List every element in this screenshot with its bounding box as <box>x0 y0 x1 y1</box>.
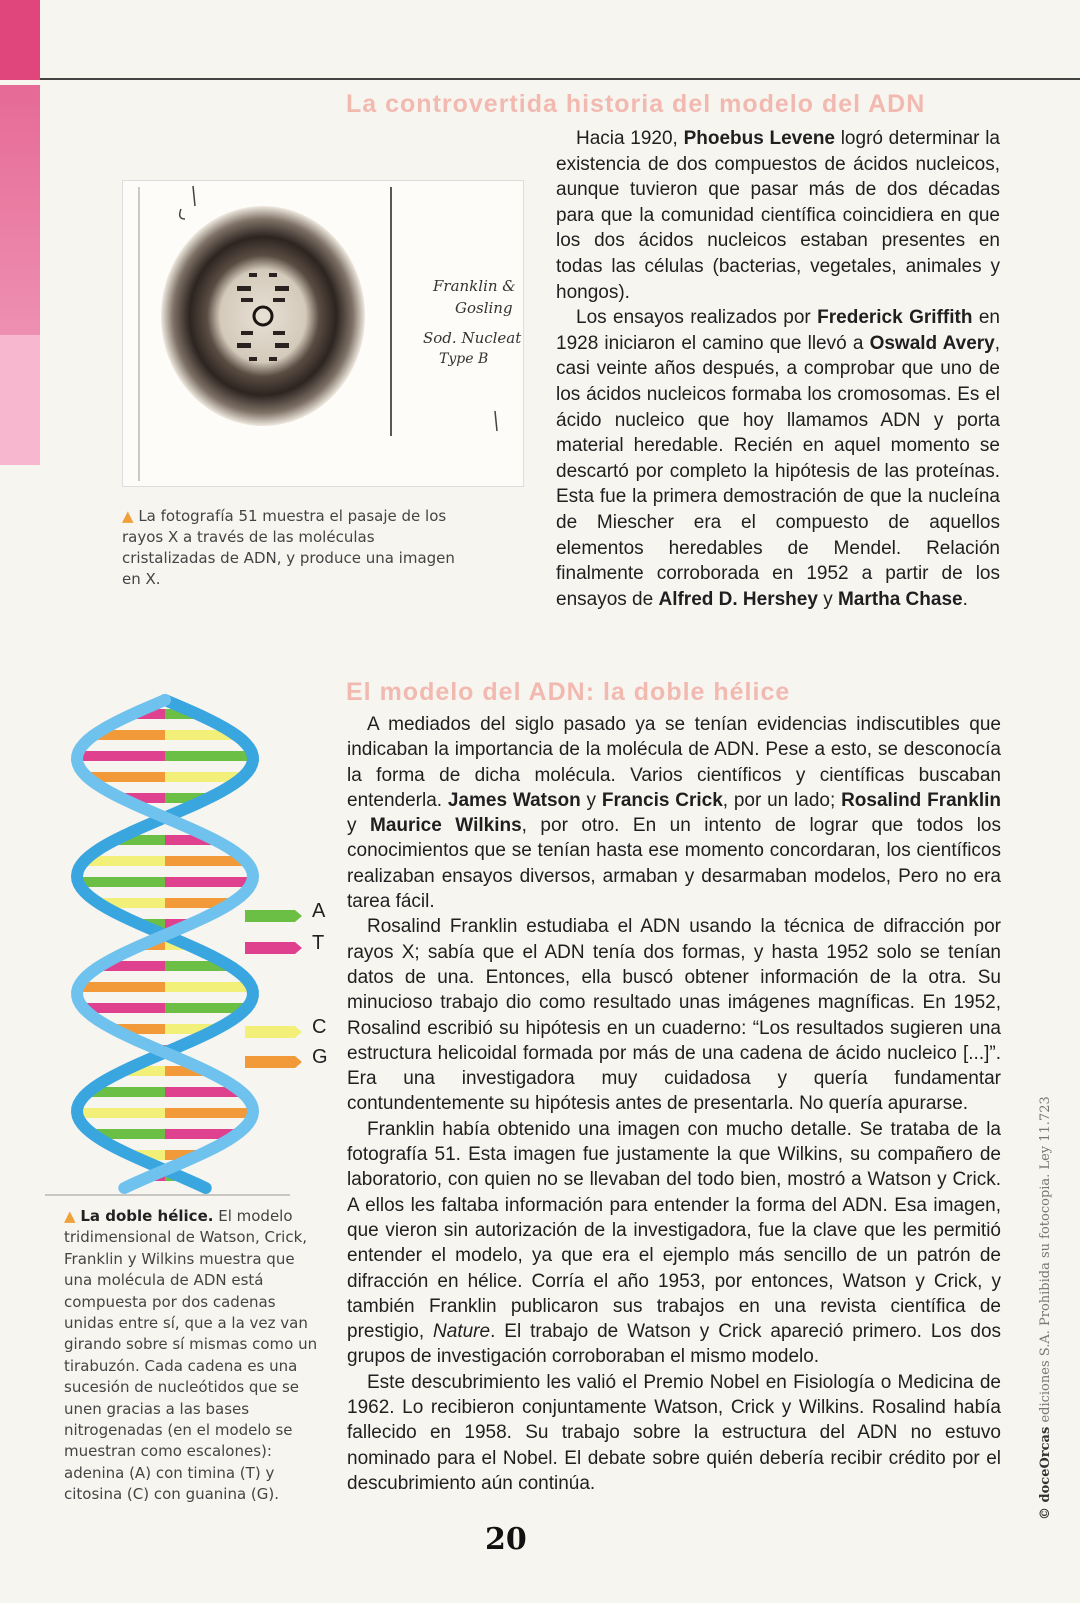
name-wilkins: Maurice Wilkins <box>370 815 522 837</box>
top-rule <box>40 78 1080 80</box>
name-crick: Francis Crick <box>601 789 723 811</box>
photo-caption <box>122 506 457 590</box>
legend-label-g: G <box>312 1046 328 1068</box>
section1-body <box>556 126 1000 612</box>
name-avery: Oswald Avery <box>869 332 995 354</box>
base-pair-left <box>165 982 252 992</box>
xray-diffraction-image <box>123 181 523 486</box>
legend-base-c <box>245 1026 302 1038</box>
base-pair-right <box>78 982 165 992</box>
section2-title: El modelo del ADN: la doble hélice <box>346 678 791 706</box>
section1-title: La controvertida historia del modelo del ADN <box>346 90 926 118</box>
legend-base-a <box>245 910 302 922</box>
chapter-tab <box>0 0 40 80</box>
page-number: 20 <box>485 1522 527 1557</box>
caption-triangle-icon: ▲ <box>122 507 134 525</box>
base-pair-left <box>165 751 253 761</box>
photo-annotation: Type B <box>439 351 489 367</box>
section1-paragraph-1: Hacia 1920, Phoebus Levene logró determinar la existencia de dos compuestos de ácidos nucleicos, aunque tuvieron que pasar más de dos décadas para que la comunidad científica coincidiera en que los dos ácidos nucleicos estaban presentes en todas las células (bacterias, vegetales, animales y hongos). <box>556 128 1000 303</box>
name-watson: James Watson <box>447 789 581 811</box>
name-griffith: Frederick Griffith <box>817 307 973 329</box>
base-pair-right <box>165 1108 253 1118</box>
section2-paragraph-2: Rosalind Franklin estudiaba el ADN usando la técnica de difracción por rayos X; sabía que el ADN tenía dos formas, y hasta 1952 solo se tenían datos de una. Entonces, ella buscó obtener información de la otra. Su minucioso trabajo dio como resultado unas imágenes magníficas. En 1952, Rosalind escribió su hipótesis en un cuaderno: “Los resultados sugieren una estructura helicoidal formada por más de una cadena de ácido nucleico [...]”. Era una investigadora muy cuidadosa y quería fundamentar contundentemente su hipótesis antes de presentarla. No quería apurarse. <box>347 916 1001 1115</box>
copyright-notice <box>1038 1060 1058 1520</box>
double-helix-svg <box>40 690 340 1200</box>
legend-label-a: A <box>312 900 326 922</box>
section2-paragraph-1: A mediados del siglo pasado ya se tenían evidencias indiscutibles que indicaban la importancia de la molécula de ADN. Pese a esto, se desconocía la forma de dicha molécula. Varios científicos y científicas buscaban entenderla. James Watson y Francis Crick, por un lado; Rosalind Franklin y Maurice Wilkins, por otro. En un intento de lograr que todos los conocimientos que se tenían hasta ese momento concordaran, los científicos realizaban ensayos diversos, armaban y desarmaban modelos, Pero no era tarea fácil. <box>347 714 1001 913</box>
legend-base-t <box>245 942 302 954</box>
name-hershey: Alfred D. Hershey <box>658 588 818 610</box>
section2-paragraph-3: Franklin había obtenido una imagen con mucho detalle. Se trataba de la fotografía 51. Esta imagen fue justamente la que Wilkins, su compañero de laboratorio, con quien no se llevaban del todo bien, mostró a Watson y Crick. A ellos les faltaba información para entender la forma del ADN. Esa imagen, que vieron sin autorización de la investigadora, fue la clave que les permitió entender el modelo, ya que era el ejemplo más sencillo de un patrón de difracción en hélice. Corría el año 1953, por entonces, Watson y Crick, y también Franklin publicaron sus trabajos en una revista científica de prestigio, Nature. El trabajo de Watson y Crick apareció primero. Los dos grupos de investigación corroboraban el mismo modelo. <box>347 1118 1002 1368</box>
caption-triangle-icon: ▲ <box>64 1207 76 1225</box>
helix-caption <box>64 1206 320 1506</box>
helix-caption-text: El modelo tridimensional de Watson, Crick, Franklin y Wilkins muestra que una molécula de ADN está compuesta por dos cadenas unidas entre sí, que a la vez van girando sobre sí mismas como un tirabuzón. Cada cadena es una sucesión de nucleótidos que se unen gracias a las bases nitrogenadas (en el modelo se muestran como escalones): adenina (A) con timina (T) y citosina (C) con guanina (G). <box>64 1207 318 1504</box>
base-pair-right <box>165 877 252 887</box>
base-pair-left <box>78 877 165 887</box>
base-pair-right <box>77 751 165 761</box>
photo-annotation: Franklin & <box>433 277 516 295</box>
photo-caption-text: La fotografía 51 muestra el pasaje de los rayos X a través de las moléculas cristalizadas de ADN, y produce una imagen en X. <box>122 507 455 588</box>
photo-51 <box>122 180 524 487</box>
name-chase: Martha Chase <box>837 588 963 610</box>
section2-body <box>347 712 1001 1496</box>
legend-label-c: C <box>312 1016 327 1038</box>
base-pair-left <box>77 1108 165 1118</box>
section1-paragraph-2: Los ensayos realizados por Frederick Griffith en 1928 iniciaron el camino que llevó a Oswald Avery, casi veinte años después, a comprobar que uno de los ácidos nucleicos formaba los cromosomas. Es el ácido nucleico que hoy llamamos ADN y porta material heredable. Recién en aquel momento se descartó por completo la hipótesis de las proteínas. Esta fue la primera demostración de que la nucleína de Miescher era el compuesto de aquellos elementos heredables de Mendel. Relación finalmente corroborada en 1952 a partir de los ensayos de Alfred D. Hershey y Martha Chase. <box>556 307 1001 610</box>
legend-label-t: T <box>312 932 325 954</box>
publisher-brand: © doceOrcas <box>1038 1426 1053 1520</box>
copyright-text: ediciones S.A. Prohibida su fotocopia. Ley 11.723 <box>1038 1096 1053 1427</box>
legend-base-g <box>245 1056 302 1068</box>
photo-annotation: Sod. Nucleat <box>423 329 522 347</box>
helix-caption-title: La doble hélice. <box>80 1207 214 1225</box>
section2-paragraph-4: Este descubrimiento les valió el Premio Nobel en Fisiología o Medicina de 1962. Lo recibieron conjuntamente Watson, Crick y Wilkins. Rosalind había fallecido en 1958. Su trabajo sobre la estructura del ADN no estuvo nominado para el Nobel. El debate sobre quién debería recibir crédito por el descubrimiento aún continúa. <box>347 1371 1001 1494</box>
double-helix-illustration <box>40 690 340 1205</box>
journal-nature: Nature <box>433 1321 491 1343</box>
name-franklin: Rosalind Franklin <box>841 789 1001 811</box>
name-levene: Phoebus Levene <box>683 128 835 149</box>
chapter-tab-lower <box>0 85 40 465</box>
photo-annotation: Gosling <box>455 299 513 317</box>
